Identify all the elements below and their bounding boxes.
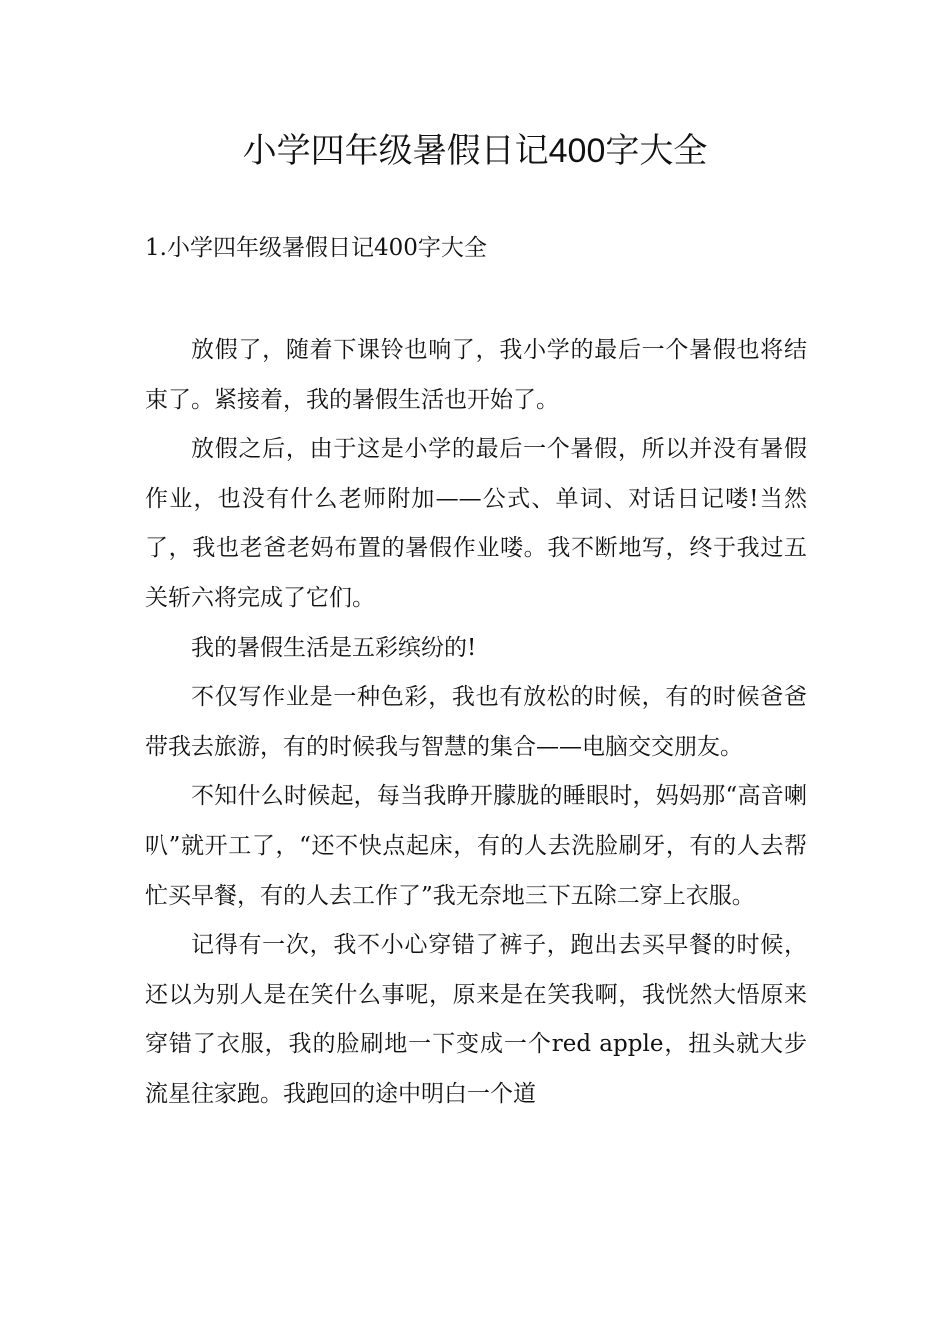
paragraph: 我的暑假生活是五彩缤纷的!	[191, 634, 477, 661]
paragraph: 不仅写作业是一种色彩，我也有放松的时候，有的时候爸爸带我去旅游，有的时候我与智慧的集合——电脑交交朋友。	[145, 684, 807, 760]
paragraph: 放假之后，由于这是小学的最后一个暑假，所以并没有暑假作业，也没有什么老师附加——公式、单词、对话日记喽!当然了，我也老爸老妈布置的暑假作业喽。我不断地写，终于我过五关斩六将完成了它们。	[145, 436, 807, 611]
paragraph: 放假了，随着下课铃也响了，我小学的最后一个暑假也将结束了。紧接着，我的暑假生活也开始了。	[145, 337, 807, 413]
section-heading: 1.小学四年级暑假日记400字大全	[145, 235, 487, 261]
paragraph: 不知什么时候起，每当我睁开朦胧的睡眼时，妈妈那“高音喇叭”就开工了，“还不快点起床，有的人去洗脸刷牙，有的人去帮忙买早餐，有的人去工作了”我无奈地三下五除二穿上衣服。	[145, 783, 807, 909]
body-text	[145, 326, 807, 1120]
document-title: 小学四年级暑假日记400字大全	[242, 132, 708, 170]
paragraph: 记得有一次，我不小心穿错了裤子，跑出去买早餐的时候，还以为别人是在笑什么事呢，原来是在笑我啊，我恍然大悟原来穿错了衣服，我的脸刷地一下变成一个red apple，扭头就大步流星往家跑。我跑回的途中明白一个道	[145, 932, 807, 1107]
